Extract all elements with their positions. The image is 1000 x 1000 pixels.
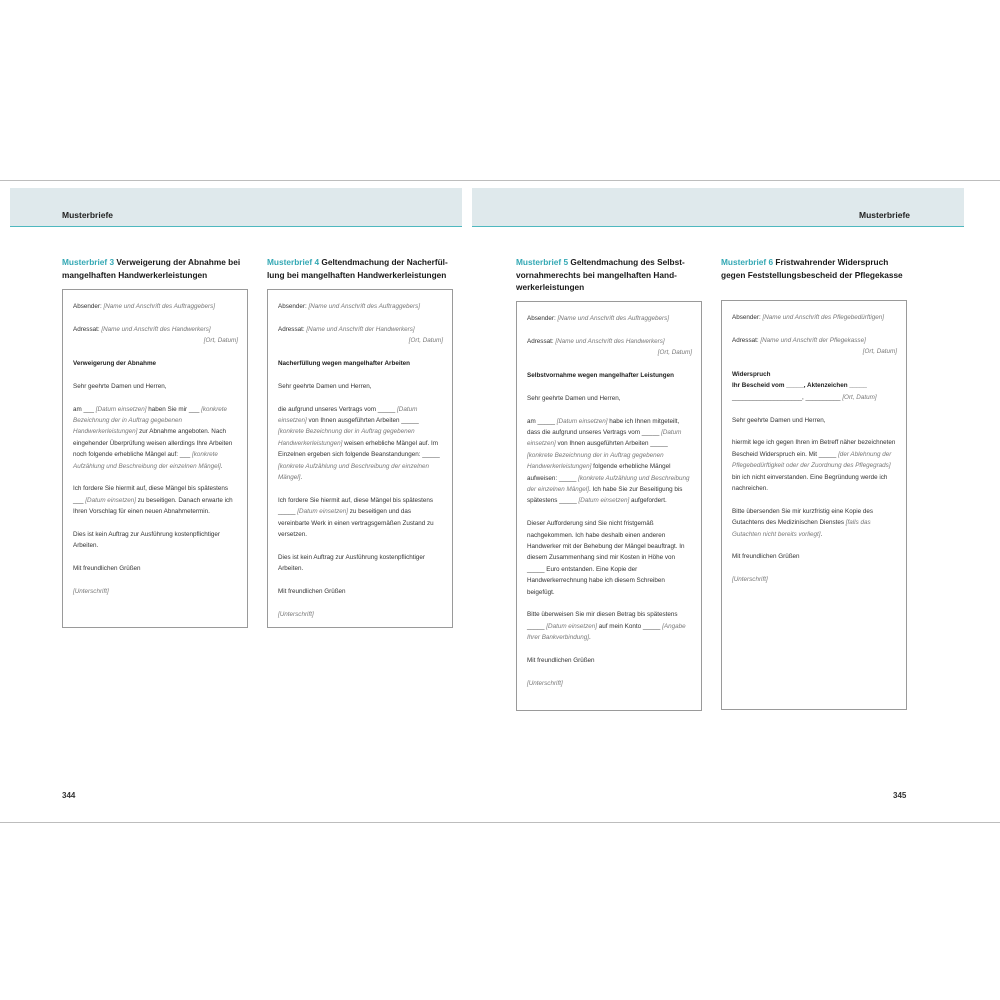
letter6-absender [732,312,897,323]
bottom-rule [0,822,1000,823]
letter3-title-b: mangelhaften Handwerkerleistungen [62,269,208,280]
letter4-subject: Nacherfüllung wegen mangelhafter Arbeiten [278,360,411,367]
text: von Ihnen ausgeführten Arbeiten _____ [306,417,419,424]
letter6-title-b: gegen Feststellungsbescheid der Pflegekasse [721,269,903,280]
letter4-adressat [278,324,443,335]
text: habe ich Ihnen mitgeteilt, dass die aufgrund unseres Vertrags vom _____ [527,417,680,436]
placeholder: [Datum einsetzen] [546,622,598,630]
text: . [220,462,223,470]
text: Bitte übersenden Sie mir kurzfristig eine Kopie des Gutachtens des Medizinischen Dienstes [732,507,874,527]
letter4-number: Musterbrief 4 [267,257,320,267]
letter3-absender [73,301,238,312]
adressat-placeholder: [Name und Anschrift der Pflegekasse] [760,336,866,344]
text: weisen erhebliche Mängel auf. Im Einzelnen ergeben sich folgende Beanstandungen: _____ [278,439,440,459]
text: auf mein Konto _____ [597,622,663,630]
letter4-heading [267,256,453,281]
placeholder: [falls das Gutachten nicht bereits vorliegt] [732,519,871,538]
section-label-right: Musterbriefe [859,210,911,220]
letter4-paragraph-1 [278,404,443,484]
letter6-ort-datum: [Ort, Datum] [862,348,897,356]
absender-label: Absender: [527,315,556,322]
letter5-paragraph-2: Dieser Aufforderung sind Sie nicht fristgemäß nachgekommen. Ich habe deshalb einen anderen Handwerker mit der Behebung der Mängel beauftragt. In diesem Zusammenhang sind mir Kosten in Höhe von _____ Euro entstanden. Eine Kopie der Handwerkerrechnung habe ich diesem Schreiben beigefügt. [527,520,685,596]
header-band-right [472,188,964,227]
text: die aufgrund unseres Vertrags vom _____ [278,405,398,413]
placeholder: [konkrete Bezeichnung der in Auftrag gegebenen Handwerkerleistungen] [73,405,228,436]
letter6-subject-1: Widerspruch [732,371,771,378]
text: Ich fordere Sie hiermit auf, diese Mängel bis spätestens _____ [278,496,434,516]
letter5-ort-datum: [Ort, Datum] [657,349,692,357]
letter6-heading [721,256,911,281]
placeholder: [Datum einsetzen] [95,405,147,413]
text: zur Abnahme angeboten. Nach eingehender Überprüfung weisen allerdings Ihre Arbeiten noch folgende erhebliche Mängel auf: ___ [73,428,233,459]
placeholder: [Datum einsetzen] [556,417,608,425]
letter3-closing: Mit freundlichen Grüßen [73,565,141,573]
letter3-box [62,289,248,628]
letter4-title-b: lung bei mangelhaften Handwerkerleistungen [267,269,447,280]
letter5-paragraph-3 [527,609,692,643]
placeholder: [der Ablehnung der Pflegebedürftigkeit oder der Zuordnung des Pflegegrads] [732,450,892,470]
text: von Ihnen ausgeführten Arbeiten _____ [555,440,668,448]
letter6-number: Musterbrief 6 [721,257,774,267]
absender-placeholder: [Name und Anschrift des Pflegebedürftigen] [762,314,885,321]
letter6-title [721,256,911,281]
letter4-signature: [Unterschrift] [278,610,314,618]
placeholder: [konkrete Bezeichnung der in Auftrag gegebenen Handwerkerleistungen] [278,428,415,447]
letter5-paragraph-1 [527,416,692,507]
letter4-paragraph-2 [278,495,443,541]
letter4-closing: Mit freundlichen Grüßen [278,588,346,596]
page-number-right: 345 [893,791,907,800]
letter6-greeting: Sehr geehrte Damen und Herren, [732,416,826,424]
letter3-number: Musterbrief 3 [62,257,115,267]
letter3-greeting: Sehr geehrte Damen und Herren, [73,382,167,390]
letter4-ort-datum: [Ort, Datum] [408,337,443,345]
placeholder: [Angabe Ihrer Bankverbindung] [527,622,686,642]
letter5-absender [527,313,692,324]
letter5-heading [516,256,702,294]
letter4-title [267,256,453,281]
top-rule [0,180,1000,181]
letter6-box [721,300,907,710]
letter5-title [516,256,702,294]
placeholder: [Datum einsetzen] [297,508,349,516]
placeholder: [konkrete Bezeichnung der in Auftrag gegebenen Handwerkerleistungen] [527,451,664,471]
absender-label: Absender: [278,303,307,310]
placeholder: [Datum einsetzen] [527,429,682,448]
text: aufgefordert. [629,497,667,505]
header-band-left [10,188,462,227]
placeholder: [konkrete Aufzählung und Beschreibung der einzelnen Mängel] [278,462,429,482]
absender-placeholder: [Name und Anschrift des Auftraggebers] [308,303,421,310]
letter3-signature: [Unterschrift] [73,588,109,596]
letter6-signature: [Unterschrift] [732,576,768,584]
page-number-left: 344 [62,791,76,800]
letter5-greeting: Sehr geehrte Damen und Herren, [527,394,621,402]
placeholder: [Datum einsetzen] [85,496,137,504]
text: zu beseitigen. Danach erwarte ich Ihren Vorschlag für einen neuen Abnahmetermin. [73,496,233,516]
letter3-subject: Verweigerung der Abnahme [73,360,157,367]
letter6-title-a: Fristwahrender Widerspruch [775,257,889,267]
letter3-title-a: Verweigerung der Abnahme bei [116,257,241,267]
letter4-box [267,289,453,628]
text: am ___ [73,405,96,413]
letter5-signature: [Unterschrift] [527,679,563,687]
section-label-left: Musterbriefe [62,210,114,220]
letter6-paragraph-2 [732,506,897,540]
letter5-number: Musterbrief 5 [516,257,569,267]
text: . Ich habe Sie zur Beseitigung bis spätestens _____ [527,486,683,505]
adressat-placeholder: [Name und Anschrift des Handwerkers] [101,325,211,333]
letter3-heading [62,256,248,281]
absender-label: Absender: [732,314,761,321]
letter6-paragraph-1 [732,437,897,494]
text: bin ich nicht einverstanden. Eine Begründung werde ich nachreichen. [732,473,888,493]
letter6-adressat [732,335,897,346]
letter3-paragraph-2 [73,483,238,517]
letter5-title-b: vornahmerechts bei mangelhaften Hand- [516,269,677,280]
text: folgende erhebliche Mängel aufweisen: _____ [527,463,671,482]
letter3-title [62,256,248,281]
letter3-paragraph-1 [73,404,238,472]
letter5-subject: Selbstvornahme wegen mangelhafter Leistungen [527,372,674,379]
absender-label: Absender: [73,303,102,310]
adressat-label: Adressat: [732,336,759,344]
text: hiermit lege ich gegen Ihren im Betreff näher bezeichneten Bescheid Widerspruch ein. Mit _____ [732,439,896,458]
text: Ich fordere Sie hiermit auf, diese Mängel bis spätestens ___ [73,485,229,504]
letter5-closing: Mit freundlichen Grüßen [527,657,595,665]
text: . [820,530,823,538]
text: zu beseitigen und das vereinbarte Werk in einen vertragsgemäßen Zustand zu versetzen. [278,508,434,539]
text: ____________________, __________ [732,393,843,401]
placeholder: [Datum einsetzen] [278,405,418,424]
absender-placeholder: [Name und Anschrift des Auftraggebers] [557,315,670,322]
placeholder: [Ort, Datum] [842,393,877,401]
letter6-subject-3 [732,392,897,403]
letter3-paragraph-3: Dies ist kein Auftrag zur Ausführung kostenpflichtiger Arbeiten. [73,531,221,550]
adressat-placeholder: [Name und Anschrift der Handwerkers] [306,325,415,333]
adressat-label: Adressat: [527,337,554,345]
text: . [588,634,591,642]
placeholder: [konkrete Aufzählung und Beschreibung der einzelnen Mängel] [73,451,221,470]
letter3-adressat [73,324,238,335]
adressat-placeholder: [Name und Anschrift des Handwerkers] [555,337,665,345]
letter6-closing: Mit freundlichen Grüßen [732,553,800,561]
letter4-title-a: Geltendmachung der Nacherfül- [321,257,448,267]
text: Bitte überweisen Sie mir diesen Betrag bis spätestens _____ [527,611,678,630]
letter3-ort-datum: [Ort, Datum] [203,337,238,345]
text: . [300,474,303,482]
letter4-absender [278,301,443,312]
letter5-adressat [527,336,692,347]
placeholder: [konkrete Aufzählung und Beschreibung der einzelnen Mängel] [527,474,690,494]
text: haben Sie mir ___ [146,405,202,413]
letter5-title-c: werkerleistungen [516,282,585,292]
text: am _____ [527,417,557,425]
placeholder: [Datum einsetzen] [578,497,630,505]
letter6-subject-2: Ihr Bescheid vom _____, Aktenzeichen _____ [732,382,867,390]
letter4-paragraph-3: Dies ist kein Auftrag zur Ausführung kostenpflichtiger Arbeiten. [278,553,426,573]
absender-placeholder: [Name und Anschrift des Auftraggebers] [103,303,216,310]
letter4-greeting: Sehr geehrte Damen und Herren, [278,382,372,390]
adressat-label: Adressat: [278,325,305,333]
adressat-label: Adressat: [73,325,100,333]
letter5-box [516,301,702,711]
letter5-title-a: Geltendmachung des Selbst- [570,257,685,267]
